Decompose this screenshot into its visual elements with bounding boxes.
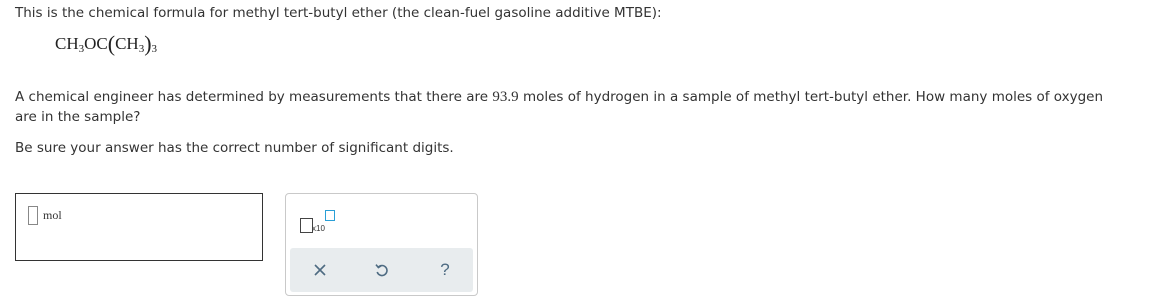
formula-part: OC bbox=[84, 34, 108, 53]
undo-button[interactable] bbox=[372, 260, 392, 280]
chemical-formula bbox=[55, 33, 157, 55]
close-icon bbox=[313, 263, 327, 277]
formula-subscript: 3 bbox=[151, 43, 158, 55]
question-suffix: moles of hydrogen in a sample of methyl tert-butyl ether. How many moles of oxygen bbox=[518, 89, 1104, 105]
formula-subscript: 3 bbox=[138, 43, 145, 55]
formula-part: CH bbox=[115, 34, 139, 53]
answer-area bbox=[15, 193, 263, 261]
question-text bbox=[15, 89, 1103, 106]
formula-paren: ) bbox=[144, 31, 152, 56]
formula-subscript: 3 bbox=[78, 43, 85, 55]
question-icon: ? bbox=[440, 260, 450, 279]
question-text-line2: are in the sample? bbox=[15, 109, 141, 125]
hydrogen-moles-value: 93.9 bbox=[492, 89, 519, 105]
help-button[interactable] bbox=[435, 260, 455, 280]
math-tool-panel bbox=[285, 193, 478, 296]
question-prefix: A chemical engineer has determined by measurements that there are bbox=[15, 89, 493, 105]
action-bar bbox=[290, 248, 473, 292]
clear-button[interactable] bbox=[310, 260, 330, 280]
sci-x10-label: x10 bbox=[312, 224, 325, 233]
intro-text: This is the chemical formula for methyl tert-butyl ether (the clean-fuel gasoline additive MTBE): bbox=[15, 5, 662, 21]
formula-part: CH bbox=[55, 34, 79, 53]
sig-fig-note: Be sure your answer has the correct number of significant digits. bbox=[15, 140, 454, 156]
unit-label: mol bbox=[43, 208, 62, 222]
scientific-notation-button[interactable] bbox=[300, 208, 340, 236]
undo-icon bbox=[374, 262, 390, 278]
sci-exponent-box bbox=[325, 210, 335, 221]
answer-input[interactable] bbox=[28, 206, 38, 225]
formula-paren: ( bbox=[107, 31, 116, 56]
